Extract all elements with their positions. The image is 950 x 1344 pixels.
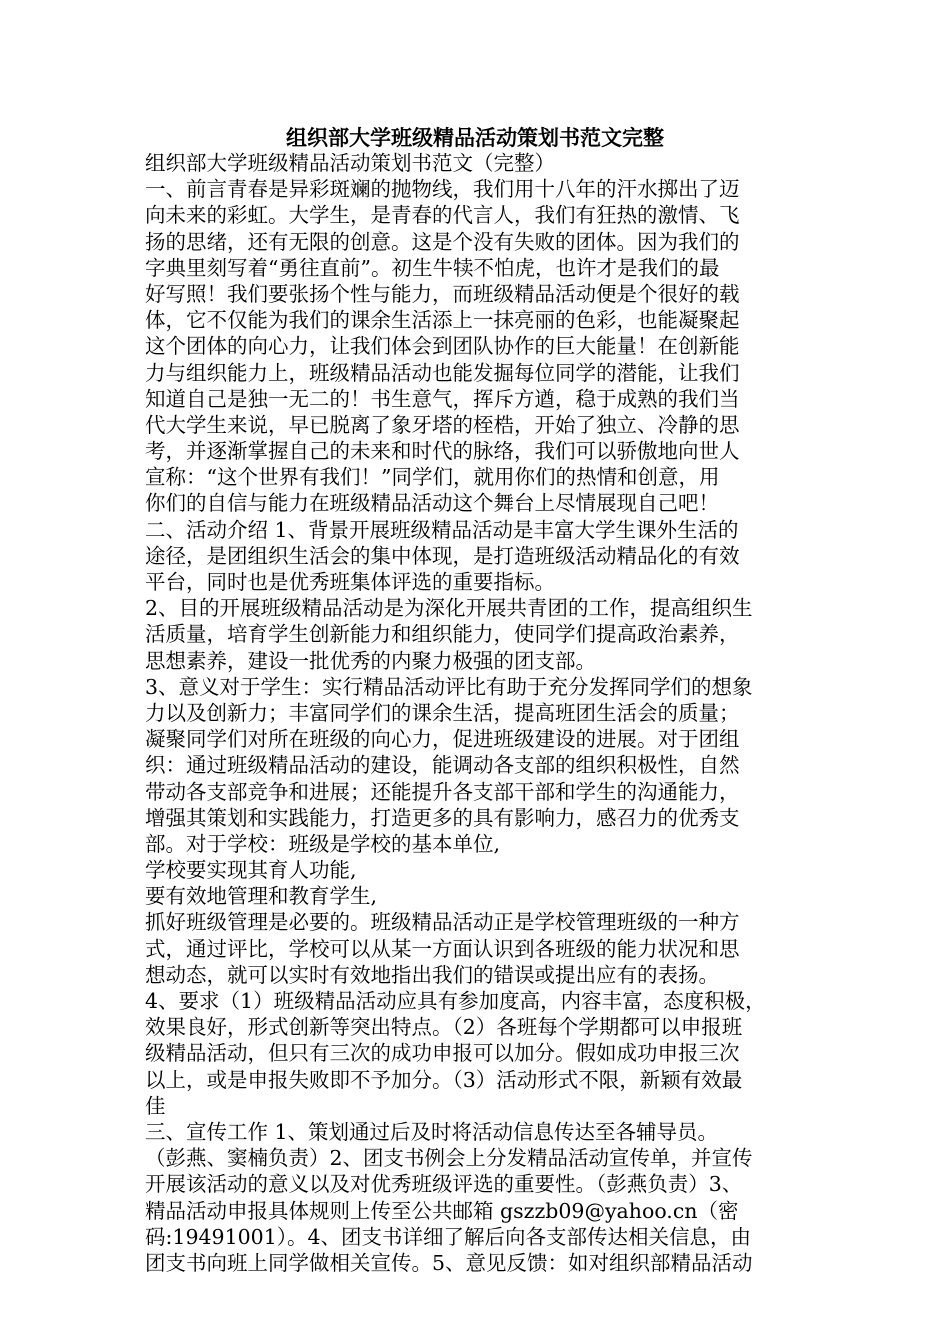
body-text-line: 精品活动申报具体规则上传至公共邮箱 gszzb09@yahoo.cn（密	[145, 1198, 739, 1223]
body-text-line: 平台，同时也是优秀班集体评选的重要指标。	[145, 570, 555, 594]
body-text-line: 带动各支部竞争和进展；还能提升各支部干部和学生的沟通能力，	[145, 779, 740, 804]
body-text-line: 式，通过评比，学校可以从某一方面认识到各班级的能力状况和思	[145, 936, 740, 961]
body-text-line: 好写照！我们要张扬个性与能力，而班级精品活动便是个很好的载	[145, 281, 740, 306]
body-text-line: 抓好班级管理是必要的。班级精品活动正是学校管理班级的一种方	[145, 910, 740, 935]
body-text-line: 向未来的彩虹。大学生，是青春的代言人，我们有狂热的激情、飞	[145, 203, 740, 228]
body-text-line: 想动态，就可以实时有效地指出我们的错误或提出应有的表扬。	[145, 962, 719, 987]
body-text-line: 代大学生来说，早已脱离了象牙塔的桎梏，开始了独立、冷静的思	[145, 412, 740, 437]
body-text-line: 3、意义对于学生：实行精品活动评比有助于充分发挥同学们的想象	[145, 674, 753, 699]
body-text-line: （彭燕、窦楠负责）2、团支书例会上分发精品活动宣传单，并宣传	[145, 1146, 753, 1171]
body-text-line: 组织部大学班级精品活动策划书范文（完整）	[145, 151, 555, 175]
body-text-line: 三、宣传工作 1、策划通过后及时将活动信息传达至各辅导员。	[145, 1119, 719, 1144]
body-text-line: 效果良好，形式创新等突出特点。（2）各班每个学期都可以申报班	[145, 1015, 743, 1040]
body-text-line: 级精品活动，但只有三次的成功申报可以加分。假如成功申报三次	[145, 1041, 740, 1066]
body-text-line: 途径，是团组织生活会的集中体现，是打造班级活动精品化的有效	[145, 543, 740, 568]
body-text-line: 你们的自信与能力在班级精品活动这个舞台上尽情展现自己吧！	[145, 491, 719, 516]
document-body	[145, 150, 815, 1276]
body-text-line: 宣称：“这个世界有我们！”同学们，就用你们的热情和创意，用	[145, 465, 720, 490]
body-text-line: 扬的思绪，还有无限的创意。这是个没有失败的团体。因为我们的	[145, 229, 740, 254]
body-text-line: 4、要求（1）班级精品活动应具有参加度高，内容丰富，态度积极，	[145, 989, 766, 1013]
body-text-line: 体，它不仅能为我们的课余生活添上一抹亮丽的色彩，也能凝聚起	[145, 308, 740, 333]
body-text-line: 织：通过班级精品活动的建设，能调动各支部的组织积极性，自然	[145, 753, 740, 778]
body-text-line: 思想素养，建设一批优秀的内聚力极强的团支部。	[145, 648, 596, 673]
body-text-line: 码:19491001）。4、团支书详细了解后向各支部传达相关信息，由	[145, 1224, 752, 1249]
body-text-line: 这个团体的向心力，让我们体会到团队协作的巨大能量！在创新能	[145, 334, 740, 359]
body-text-line: 佳	[145, 1093, 166, 1118]
body-text-line: 2、目的开展班级精品活动是为深化开展共青团的工作，提高组织生	[145, 596, 753, 621]
body-text-line: 知道自己是独一无二的！书生意气，挥斥方遒，稳于成熟的我们当	[145, 386, 740, 411]
body-text-line: 活质量，培育学生创新能力和组织能力，使同学们提高政治素养，	[145, 622, 740, 647]
body-text-line: 增强其策划和实践能力，打造更多的具有影响力，感召力的优秀支	[145, 805, 740, 830]
body-text-line: 考，并逐渐掌握自己的未来和时代的脉络，我们可以骄傲地向世人	[145, 439, 740, 464]
body-text-line: 字典里刻写着“勇往直前”。初生牛犊不怕虎，也许才是我们的最	[145, 255, 720, 280]
body-text-line: 团支书向班上同学做相关宣传。5、意见反馈：如对组织部精品活动	[145, 1250, 753, 1275]
body-text-line: 一、前言青春是异彩斑斓的抛物线，我们用十八年的汗水掷出了迈	[145, 177, 740, 202]
body-text-line: 学校要实现其育人功能,	[145, 858, 357, 883]
body-text-line: 部。对于学校：班级是学校的基本单位,	[145, 831, 501, 856]
body-text-line: 凝聚同学们对所在班级的向心力，促进班级建设的进展。对于团组	[145, 727, 740, 752]
body-text-line: 二、活动介绍 1、背景开展班级精品活动是丰富大学生课外生活的	[145, 517, 739, 542]
document-title: 组织部大学班级精品活动策划书范文完整	[286, 125, 664, 150]
body-text-line: 以上，或是申报失败即不予加分。（3）活动形式不限，新颖有效最	[145, 1067, 743, 1092]
body-text-line: 开展该活动的意义以及对优秀班级评选的重要性。（彭燕负责）3、	[145, 1172, 743, 1197]
body-text-line: 要有效地管理和教育学生,	[145, 884, 378, 909]
body-text-line: 力以及创新力；丰富同学们的课余生活，提高班团生活会的质量；	[145, 700, 740, 725]
body-text-line: 力与组织能力上，班级精品活动也能发掘每位同学的潜能，让我们	[145, 360, 740, 385]
